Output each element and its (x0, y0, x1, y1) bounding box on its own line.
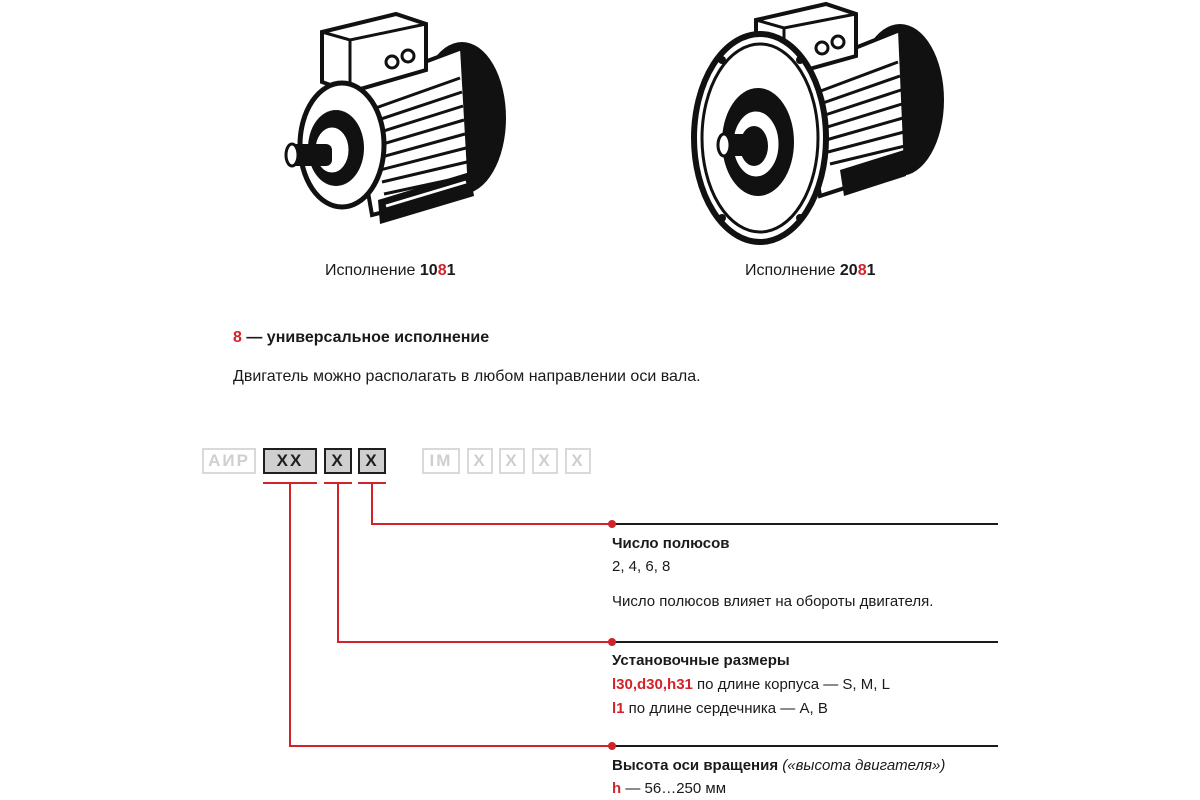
underline-poles (358, 482, 386, 484)
axis-title-italic: («высота двигателя») (778, 757, 946, 774)
mounting-line-2 (612, 700, 828, 717)
variant-title: — универсальное исполнение (241, 329, 490, 346)
caption-2081-code-c: 1 (866, 262, 876, 279)
caption-2081 (745, 262, 876, 280)
axis-line (612, 780, 726, 797)
code-box-im-x1: X (467, 448, 493, 474)
axis-title-main: Высота оси вращения (612, 757, 779, 774)
mounting-line-1-code: l30,d30,h31 (612, 676, 693, 693)
caption-2081-code-b: 8 (857, 262, 867, 279)
variant-heading (233, 329, 489, 347)
poles-note: Число полюсов влияет на обороты двигателя. (612, 593, 934, 610)
underline-height (263, 482, 317, 484)
code-box-prefix: АИР (202, 448, 256, 474)
code-box-im-x4: X (565, 448, 591, 474)
caption-2081-code-a: 20 (839, 262, 858, 279)
caption-1081-code-b: 8 (437, 262, 447, 279)
mounting-title: Установочные размеры (612, 652, 790, 669)
axis-line-text: — 56…250 мм (621, 780, 727, 797)
caption-1081-prefix: Исполнение (325, 262, 420, 279)
code-box-poles: X (358, 448, 386, 474)
mounting-line-2-text: по длине сердечника — A, B (624, 700, 828, 717)
mounting-line-1 (612, 676, 890, 693)
mounting-line-2-code: l1 (612, 700, 625, 717)
caption-1081-code-c: 1 (446, 262, 456, 279)
mounting-line-1-text: по длине корпуса — S, M, L (692, 676, 890, 693)
code-box-size: X (324, 448, 352, 474)
variant-description: Двигатель можно располагать в любом направлении оси вала. (233, 368, 701, 385)
code-box-im-x3: X (532, 448, 558, 474)
underline-size (324, 482, 352, 484)
caption-2081-prefix: Исполнение (745, 262, 840, 279)
caption-1081 (325, 262, 456, 280)
code-box-height: XX (263, 448, 317, 474)
axis-line-code: h (612, 780, 622, 797)
axis-title (612, 757, 945, 774)
motor-2081-illustration (694, 4, 944, 242)
variant-number: 8 (233, 329, 242, 346)
poles-values: 2, 4, 6, 8 (612, 558, 671, 575)
code-box-im: IM (422, 448, 460, 474)
code-box-im-x2: X (499, 448, 525, 474)
caption-1081-code-a: 10 (419, 262, 438, 279)
motor-1081-illustration (286, 14, 506, 224)
poles-title: Число полюсов (612, 535, 730, 552)
